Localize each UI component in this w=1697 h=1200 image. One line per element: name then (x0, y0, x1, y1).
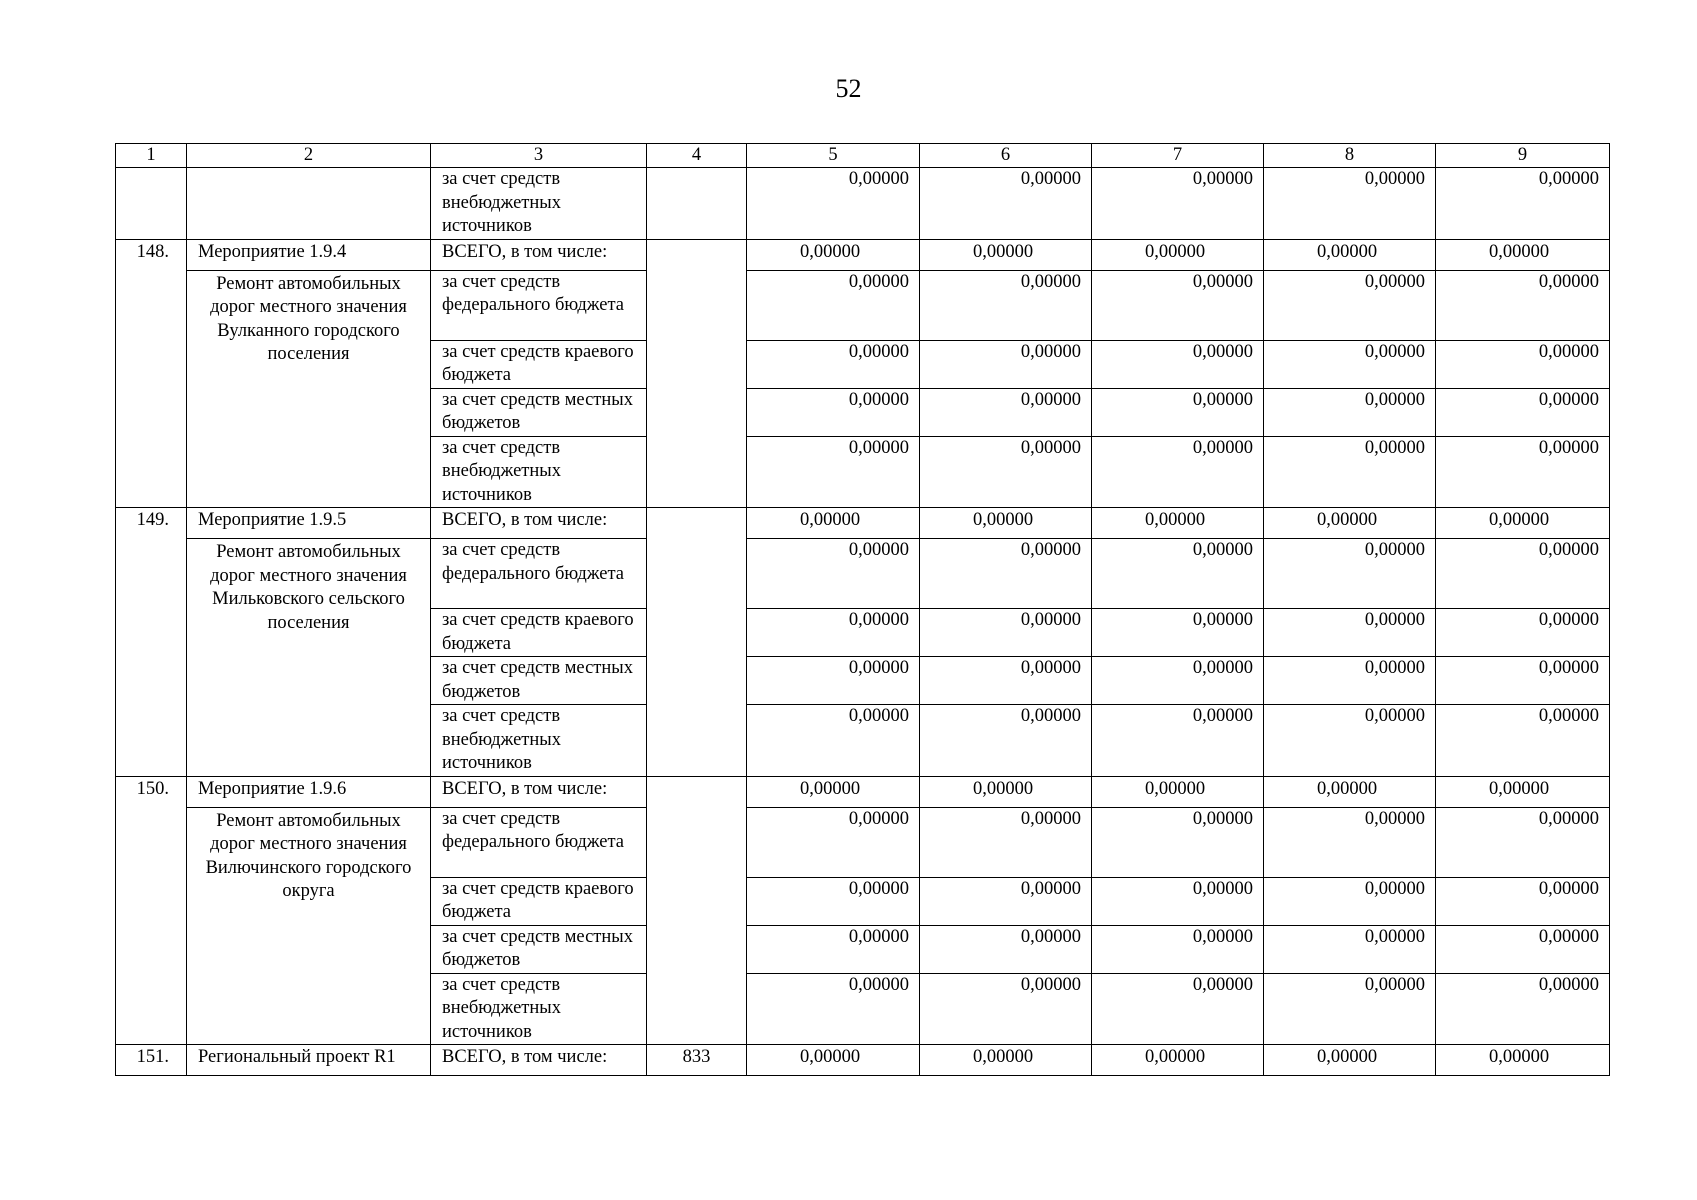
funding-source-label: за счет средств федерального бюджета (431, 807, 647, 877)
value-cell: 0,00000 (747, 807, 920, 877)
funding-source-label: за счет средств краевого бюджета (431, 609, 647, 657)
value-cell: 0,00000 (747, 340, 920, 388)
value-cell: 0,00000 (1264, 168, 1436, 240)
value-cell: 0,00000 (920, 973, 1092, 1045)
value-cell: 0,00000 (1264, 508, 1436, 539)
value-cell: 0,00000 (747, 1045, 920, 1076)
funding-source-label: за счет средств внебюджетных источников (431, 705, 647, 777)
value-cell: 0,00000 (747, 609, 920, 657)
value-cell: 0,00000 (1436, 776, 1610, 807)
column-header: 1 (116, 144, 187, 168)
value-cell: 0,00000 (1264, 239, 1436, 270)
value-cell: 0,00000 (920, 436, 1092, 508)
value-cell: 0,00000 (1092, 340, 1264, 388)
value-cell: 0,00000 (1264, 340, 1436, 388)
page-number: 52 (835, 74, 862, 103)
value-cell: 0,00000 (747, 925, 920, 973)
value-cell: 0,00000 (1092, 807, 1264, 877)
value-cell: 0,00000 (1092, 925, 1264, 973)
value-cell: 0,00000 (920, 270, 1092, 340)
value-cell: 0,00000 (920, 705, 1092, 777)
column-header: 3 (431, 144, 647, 168)
row-number: 151. (116, 1045, 187, 1076)
funding-source-label: за счет средств внебюджетных источников (431, 436, 647, 508)
value-cell: 0,00000 (920, 807, 1092, 877)
value-cell: 0,00000 (1436, 925, 1610, 973)
table-row (116, 168, 1610, 240)
value-cell: 0,00000 (920, 340, 1092, 388)
value-cell: 0,00000 (1436, 270, 1610, 340)
table-row (116, 508, 1610, 539)
activity-title: Мероприятие 1.9.6 (187, 776, 431, 807)
value-cell: 0,00000 (1264, 973, 1436, 1045)
value-cell: 0,00000 (1092, 436, 1264, 508)
funding-source-label: за счет средств внебюджетных источников (431, 973, 647, 1045)
column-header: 5 (747, 144, 920, 168)
value-cell: 0,00000 (747, 973, 920, 1045)
value-cell: 0,00000 (1436, 657, 1610, 705)
value-cell: 0,00000 (920, 168, 1092, 240)
code-cell (647, 776, 747, 1045)
column-header: 4 (647, 144, 747, 168)
total-label: ВСЕГО, в том числе: (431, 508, 647, 539)
value-cell: 0,00000 (1436, 436, 1610, 508)
value-cell: 0,00000 (1264, 1045, 1436, 1076)
column-header: 2 (187, 144, 431, 168)
value-cell: 0,00000 (1264, 270, 1436, 340)
value-cell: 0,00000 (1436, 539, 1610, 609)
activity-title: Мероприятие 1.9.5 (187, 508, 431, 539)
value-cell: 0,00000 (1436, 705, 1610, 777)
value-cell: 0,00000 (747, 388, 920, 436)
value-cell: 0,00000 (1092, 877, 1264, 925)
value-cell: 0,00000 (1264, 925, 1436, 973)
activity-title: Мероприятие 1.9.4 (187, 239, 431, 270)
value-cell: 0,00000 (1092, 657, 1264, 705)
code-cell: 833 (647, 1045, 747, 1076)
value-cell: 0,00000 (1436, 340, 1610, 388)
value-cell: 0,00000 (920, 388, 1092, 436)
table-row (116, 1045, 1610, 1076)
value-cell: 0,00000 (747, 270, 920, 340)
funding-source-label: за счет средств федерального бюджета (431, 539, 647, 609)
value-cell: 0,00000 (920, 776, 1092, 807)
number-cell (116, 168, 187, 240)
value-cell: 0,00000 (1436, 973, 1610, 1045)
column-header: 8 (1264, 144, 1436, 168)
value-cell: 0,00000 (1092, 508, 1264, 539)
title-cell (187, 168, 431, 240)
value-cell: 0,00000 (1092, 168, 1264, 240)
activity-description: Ремонт автомобильных дорог местного значения Мильковского сельского поселения (187, 539, 431, 777)
table-row (116, 239, 1610, 270)
value-cell: 0,00000 (920, 609, 1092, 657)
value-cell: 0,00000 (1264, 657, 1436, 705)
funding-source-label: за счет средств краевого бюджета (431, 877, 647, 925)
value-cell: 0,00000 (1436, 877, 1610, 925)
value-cell: 0,00000 (1264, 807, 1436, 877)
code-cell (647, 508, 747, 777)
row-number: 149. (116, 508, 187, 777)
value-cell: 0,00000 (920, 1045, 1092, 1076)
funding-source-label: за счет средств местных бюджетов (431, 657, 647, 705)
table-row (116, 807, 1610, 877)
total-label: ВСЕГО, в том числе: (431, 776, 647, 807)
value-cell: 0,00000 (747, 539, 920, 609)
value-cell: 0,00000 (1436, 508, 1610, 539)
budget-table (115, 143, 1610, 1076)
value-cell: 0,00000 (1264, 436, 1436, 508)
value-cell: 0,00000 (1092, 705, 1264, 777)
value-cell: 0,00000 (920, 925, 1092, 973)
value-cell: 0,00000 (1436, 1045, 1610, 1076)
value-cell: 0,00000 (747, 705, 920, 777)
value-cell: 0,00000 (920, 657, 1092, 705)
value-cell: 0,00000 (1264, 539, 1436, 609)
row-number: 148. (116, 239, 187, 508)
value-cell: 0,00000 (1092, 388, 1264, 436)
value-cell: 0,00000 (747, 239, 920, 270)
value-cell: 0,00000 (1092, 776, 1264, 807)
value-cell: 0,00000 (1092, 239, 1264, 270)
value-cell: 0,00000 (1092, 609, 1264, 657)
column-header: 6 (920, 144, 1092, 168)
value-cell: 0,00000 (920, 508, 1092, 539)
value-cell: 0,00000 (1436, 388, 1610, 436)
value-cell: 0,00000 (1264, 388, 1436, 436)
code-cell (647, 239, 747, 508)
table-row (116, 270, 1610, 340)
value-cell: 0,00000 (920, 877, 1092, 925)
funding-source-label: за счет средств краевого бюджета (431, 340, 647, 388)
column-header: 7 (1092, 144, 1264, 168)
value-cell: 0,00000 (747, 436, 920, 508)
value-cell: 0,00000 (747, 657, 920, 705)
value-cell: 0,00000 (1436, 609, 1610, 657)
value-cell: 0,00000 (1092, 973, 1264, 1045)
value-cell: 0,00000 (1436, 807, 1610, 877)
table-row (116, 539, 1610, 609)
column-number-row (116, 144, 1610, 168)
column-header: 9 (1436, 144, 1610, 168)
table-row (116, 776, 1610, 807)
value-cell: 0,00000 (1264, 776, 1436, 807)
value-cell: 0,00000 (1092, 1045, 1264, 1076)
value-cell: 0,00000 (1264, 609, 1436, 657)
activity-description: Ремонт автомобильных дорог местного значения Вилючинского городского округа (187, 807, 431, 1045)
row-number: 150. (116, 776, 187, 1045)
value-cell: 0,00000 (920, 539, 1092, 609)
value-cell: 0,00000 (1264, 705, 1436, 777)
total-label: ВСЕГО, в том числе: (431, 239, 647, 270)
value-cell: 0,00000 (1092, 270, 1264, 340)
value-cell: 0,00000 (747, 776, 920, 807)
value-cell: 0,00000 (920, 239, 1092, 270)
funding-source-label: за счет средств федерального бюджета (431, 270, 647, 340)
total-label: ВСЕГО, в том числе: (431, 1045, 647, 1076)
value-cell: 0,00000 (1264, 877, 1436, 925)
value-cell: 0,00000 (747, 168, 920, 240)
funding-source-label: за счет средств внебюджетных источников (431, 168, 647, 240)
value-cell: 0,00000 (747, 877, 920, 925)
value-cell: 0,00000 (1092, 539, 1264, 609)
value-cell: 0,00000 (1436, 168, 1610, 240)
value-cell: 0,00000 (747, 508, 920, 539)
funding-source-label: за счет средств местных бюджетов (431, 388, 647, 436)
code-cell (647, 168, 747, 240)
activity-description: Ремонт автомобильных дорог местного значения Вулканного городского поселения (187, 270, 431, 508)
funding-source-label: за счет средств местных бюджетов (431, 925, 647, 973)
value-cell: 0,00000 (1436, 239, 1610, 270)
project-title: Региональный проект R1 (187, 1045, 431, 1076)
